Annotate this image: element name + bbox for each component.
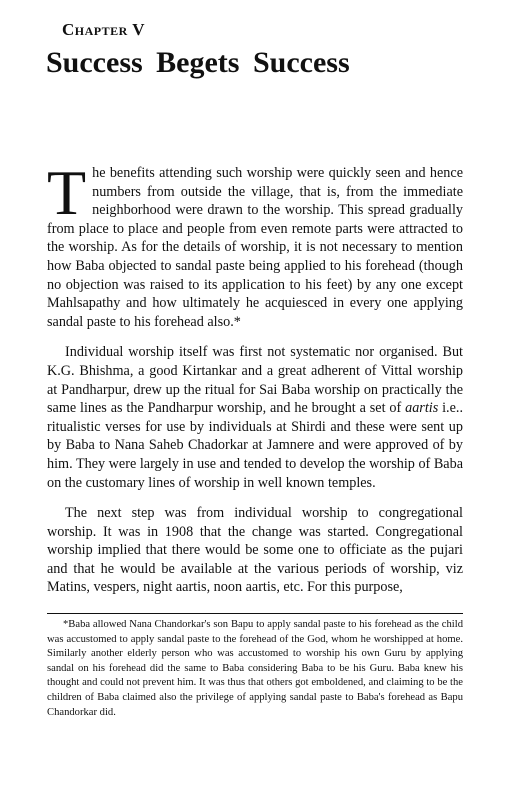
paragraph-2-text-b: i.e.. ritualistic verses for use by individuals at Shirdi and these were sent up by Baba to Nana Saheb Chadorkar at Jamnere and were approved of by him. They were largely in use and tended to develop the worship of Baba on the customary lines of worship in well known temples. [47,400,463,491]
paragraph-1 [47,157,463,331]
chapter-label: Chapter V [62,20,146,39]
chapter-title: Success Begets Success [46,46,350,79]
aartis-italic: aartis [405,400,439,417]
drop-cap: T [47,157,87,228]
body-text [47,157,463,609]
paragraph-1-text: he benefits attending such worship were quickly seen and hence numbers from outside the village, that is, from the immediate neighborhood were drawn to the worship. This spread gradually from place to place and people from even remote parts were attracted to the worship. As for the details of worship, it is not necessary to mention how Baba objected to sandal paste being applied to his forehead (though no objection was raised to its application to his feet) by any one except Mahlsapathy and how ultimately he acquiesced in every one applying sandal paste to his forehead also.* [47,165,463,330]
paragraph-2-text-a: Individual worship itself was first not systematic nor organised. But K.G. Bhishma, a good Kirtankar and a great adherent of Vittal worship at Pandharpur, drew up the ritual for Sai Baba worship on practically the same lines as the Pandharpur worship, and he brought a set of [47,344,463,417]
paragraph-3: The next step was from individual worship to congregational worship. It was in 1908 that the change was started. Congregational worship implied that there would be some one to officiate as the pujari and that he would be available at the various periods of worship, viz Matins, vespers, night aartis, noon aartis, etc. For this purpose, [47,505,463,596]
footnote-divider [47,613,463,614]
footnote: *Baba allowed Nana Chandorkar's son Bapu to apply sandal paste to his forehead as the child was accustomed to apply sandal paste to the forehead of the God, whom he worshipped at home. Similarly another elderly person who was accustomed to worship his own Guru by applying sandal on his forehead did the same to Baba considering Baba to be his Guru. Baba knew his thought and could not prevent him. It was thus that others got emboldened, and claiming to be the children of Baba claimed also the privilege of applying sandal paste to Baba's forehead as Bapu Chandorkar did. [47,619,463,718]
paragraph-2 [47,343,463,492]
